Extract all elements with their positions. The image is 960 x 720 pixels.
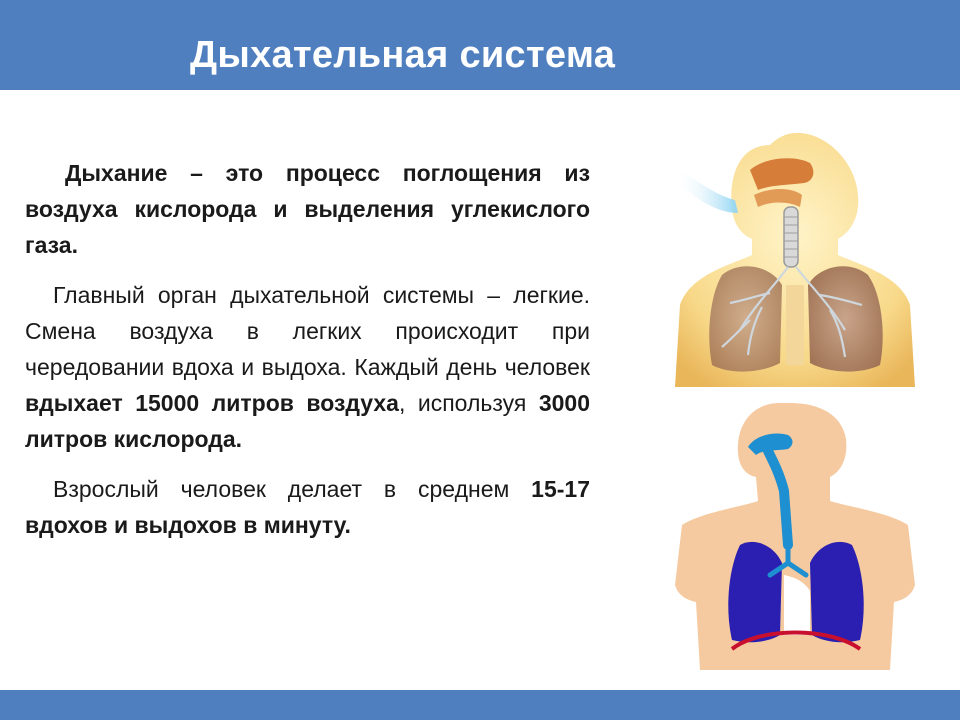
- slide-header: [0, 0, 960, 90]
- airflow-icon: [675, 165, 738, 213]
- paragraph-lungs-oxygen-volume: 3000 литров кислорода.: [25, 390, 590, 452]
- right-lung-schematic: [810, 542, 864, 642]
- left-lung-schematic: [728, 542, 782, 642]
- paragraph-breath-rate: [25, 471, 590, 543]
- paragraph-definition: Дыхание – это процесс поглощения из воздуха кислорода и выделения углекислого газа.: [25, 160, 590, 258]
- paragraph-breath-rate-part1: Взрослый человек делает в среднем: [53, 476, 532, 502]
- paragraph-lungs-part1: Главный орган дыхательной системы – легкие. Смена воздуха в легких происходит при чередовании вдоха и выдоха. Каждый день человек: [25, 282, 590, 380]
- lungs-schematic-illustration: [670, 395, 920, 675]
- paragraph-breath-rate-value: 15-17 вдохов и выдохов в минуту.: [25, 476, 590, 538]
- trachea: [784, 207, 798, 267]
- mediastinum: [786, 285, 804, 365]
- left-lung: [709, 266, 782, 371]
- paragraph-lungs: [25, 277, 590, 457]
- slide-title: Дыхательная система: [190, 34, 616, 76]
- slide-footer: [0, 690, 960, 720]
- paragraph-lungs-air-volume: вдыхает 15000 литров воздуха: [25, 390, 399, 416]
- slide-text: [25, 155, 590, 557]
- paragraph-lungs-part3: , используя: [398, 390, 539, 416]
- respiratory-anatomy-illustration: [670, 125, 920, 395]
